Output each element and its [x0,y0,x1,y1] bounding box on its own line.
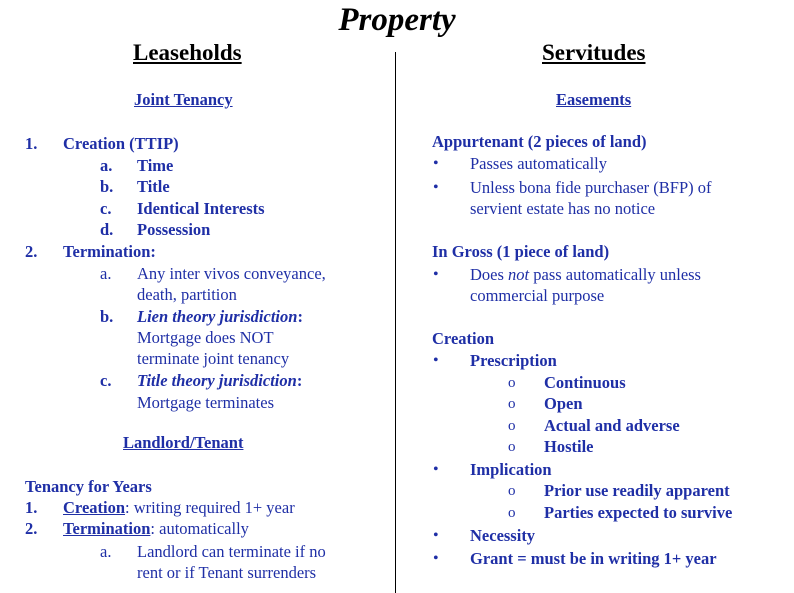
leaseholds-heading: Leaseholds [133,40,242,65]
tenancy-item2a-line1: Landlord can terminate if no [137,542,326,561]
circle-bullet-icon: o [508,396,516,412]
termination-number: 2. [25,242,38,261]
prescription-actual-adverse: Actual and adverse [544,416,680,435]
grant-label: Grant = must be in writing 1+ year [470,549,717,568]
termination-a-line2: death, partition [137,285,237,304]
necessity-label: Necessity [470,526,536,545]
lien-theory-line [137,306,303,327]
in-gross-heading: In Gross (1 piece of land) [432,242,610,261]
creation-ttip-label: Creation (TTIP) [63,134,179,153]
bullet-icon: • [433,179,439,196]
tenancy-item1-number: 1. [25,498,38,517]
title-theory-line2: Mortgage terminates [137,393,274,412]
bullet-icon: • [433,155,439,172]
implication-label: Implication [470,460,552,479]
list-marker: c. [100,199,112,218]
list-item-possession: Possession [137,220,211,239]
list-marker: b. [100,307,114,326]
termination-label: Termination: [63,242,156,261]
bullet-icon: • [433,550,439,567]
list-marker: c. [100,371,112,390]
tenancy-termination-text: : automatically [150,519,249,538]
tenancy-creation-label: Creation [63,498,126,517]
title-theory-colon: : [296,371,303,390]
implication-parties-survive: Parties expected to survive [544,503,733,522]
termination-a-line1: Any inter vivos conveyance, [137,264,326,283]
appurtenant-bullet1: Passes automatically [470,154,608,173]
tenancy-item2 [63,518,249,539]
list-marker: d. [100,220,114,239]
implication-prior-use: Prior use readily apparent [544,481,730,500]
circle-bullet-icon: o [508,439,516,455]
circle-bullet-icon: o [508,483,516,499]
tenancy-for-years-heading: Tenancy for Years [25,477,152,496]
circle-bullet-icon: o [508,418,516,434]
in-gross-text-post: pass automatically unless [529,265,701,284]
in-gross-bullet1-line2: commercial purpose [470,286,605,305]
in-gross-text-emphasis: not [508,265,530,284]
appurtenant-heading: Appurtenant (2 pieces of land) [432,132,647,151]
servitudes-heading: Servitudes [542,40,646,65]
tenancy-termination-label: Termination [63,519,151,538]
lien-theory-line2: Mortgage does NOT [137,328,274,347]
title-theory-label: Title theory jurisdiction [137,371,297,390]
circle-bullet-icon: o [508,375,516,391]
bullet-icon: • [433,461,439,478]
prescription-continuous: Continuous [544,373,626,392]
creation-number: 1. [25,134,38,153]
prescription-open: Open [544,394,583,413]
list-item-identical-interests: Identical Interests [137,199,265,218]
lien-theory-line3: terminate joint tenancy [137,349,290,368]
lien-theory-label: Lien theory jurisdiction [137,307,298,326]
list-item-title: Title [137,177,170,196]
list-marker: b. [100,177,114,196]
prescription-label: Prescription [470,351,557,370]
landlord-tenant-heading: Landlord/Tenant [123,433,244,452]
list-marker: a. [100,156,113,175]
bullet-icon: • [433,527,439,544]
bullet-icon: • [433,352,439,369]
column-divider [395,52,396,593]
creation-heading: Creation [432,329,495,348]
list-marker: a. [100,542,112,561]
in-gross-bullet1-line1 [470,264,701,285]
list-marker: a. [100,264,112,283]
appurtenant-bullet2-line1: Unless bona fide purchaser (BFP) of [470,178,712,197]
list-item-time: Time [137,156,174,175]
tenancy-item2-number: 2. [25,519,38,538]
tenancy-creation-text: : writing required 1+ year [125,498,295,517]
prescription-hostile: Hostile [544,437,594,456]
in-gross-text-pre: Does [470,265,509,284]
title-theory-line [137,370,302,391]
bullet-icon: • [433,266,439,283]
tenancy-item2a-line2: rent or if Tenant surrenders [137,563,317,582]
joint-tenancy-heading: Joint Tenancy [134,90,233,109]
lien-theory-colon: : [297,307,303,326]
easements-heading: Easements [556,90,632,109]
circle-bullet-icon: o [508,505,516,521]
appurtenant-bullet2-line2: servient estate has no notice [470,199,656,218]
tenancy-item1 [63,497,295,518]
page-title: Property [338,2,456,38]
